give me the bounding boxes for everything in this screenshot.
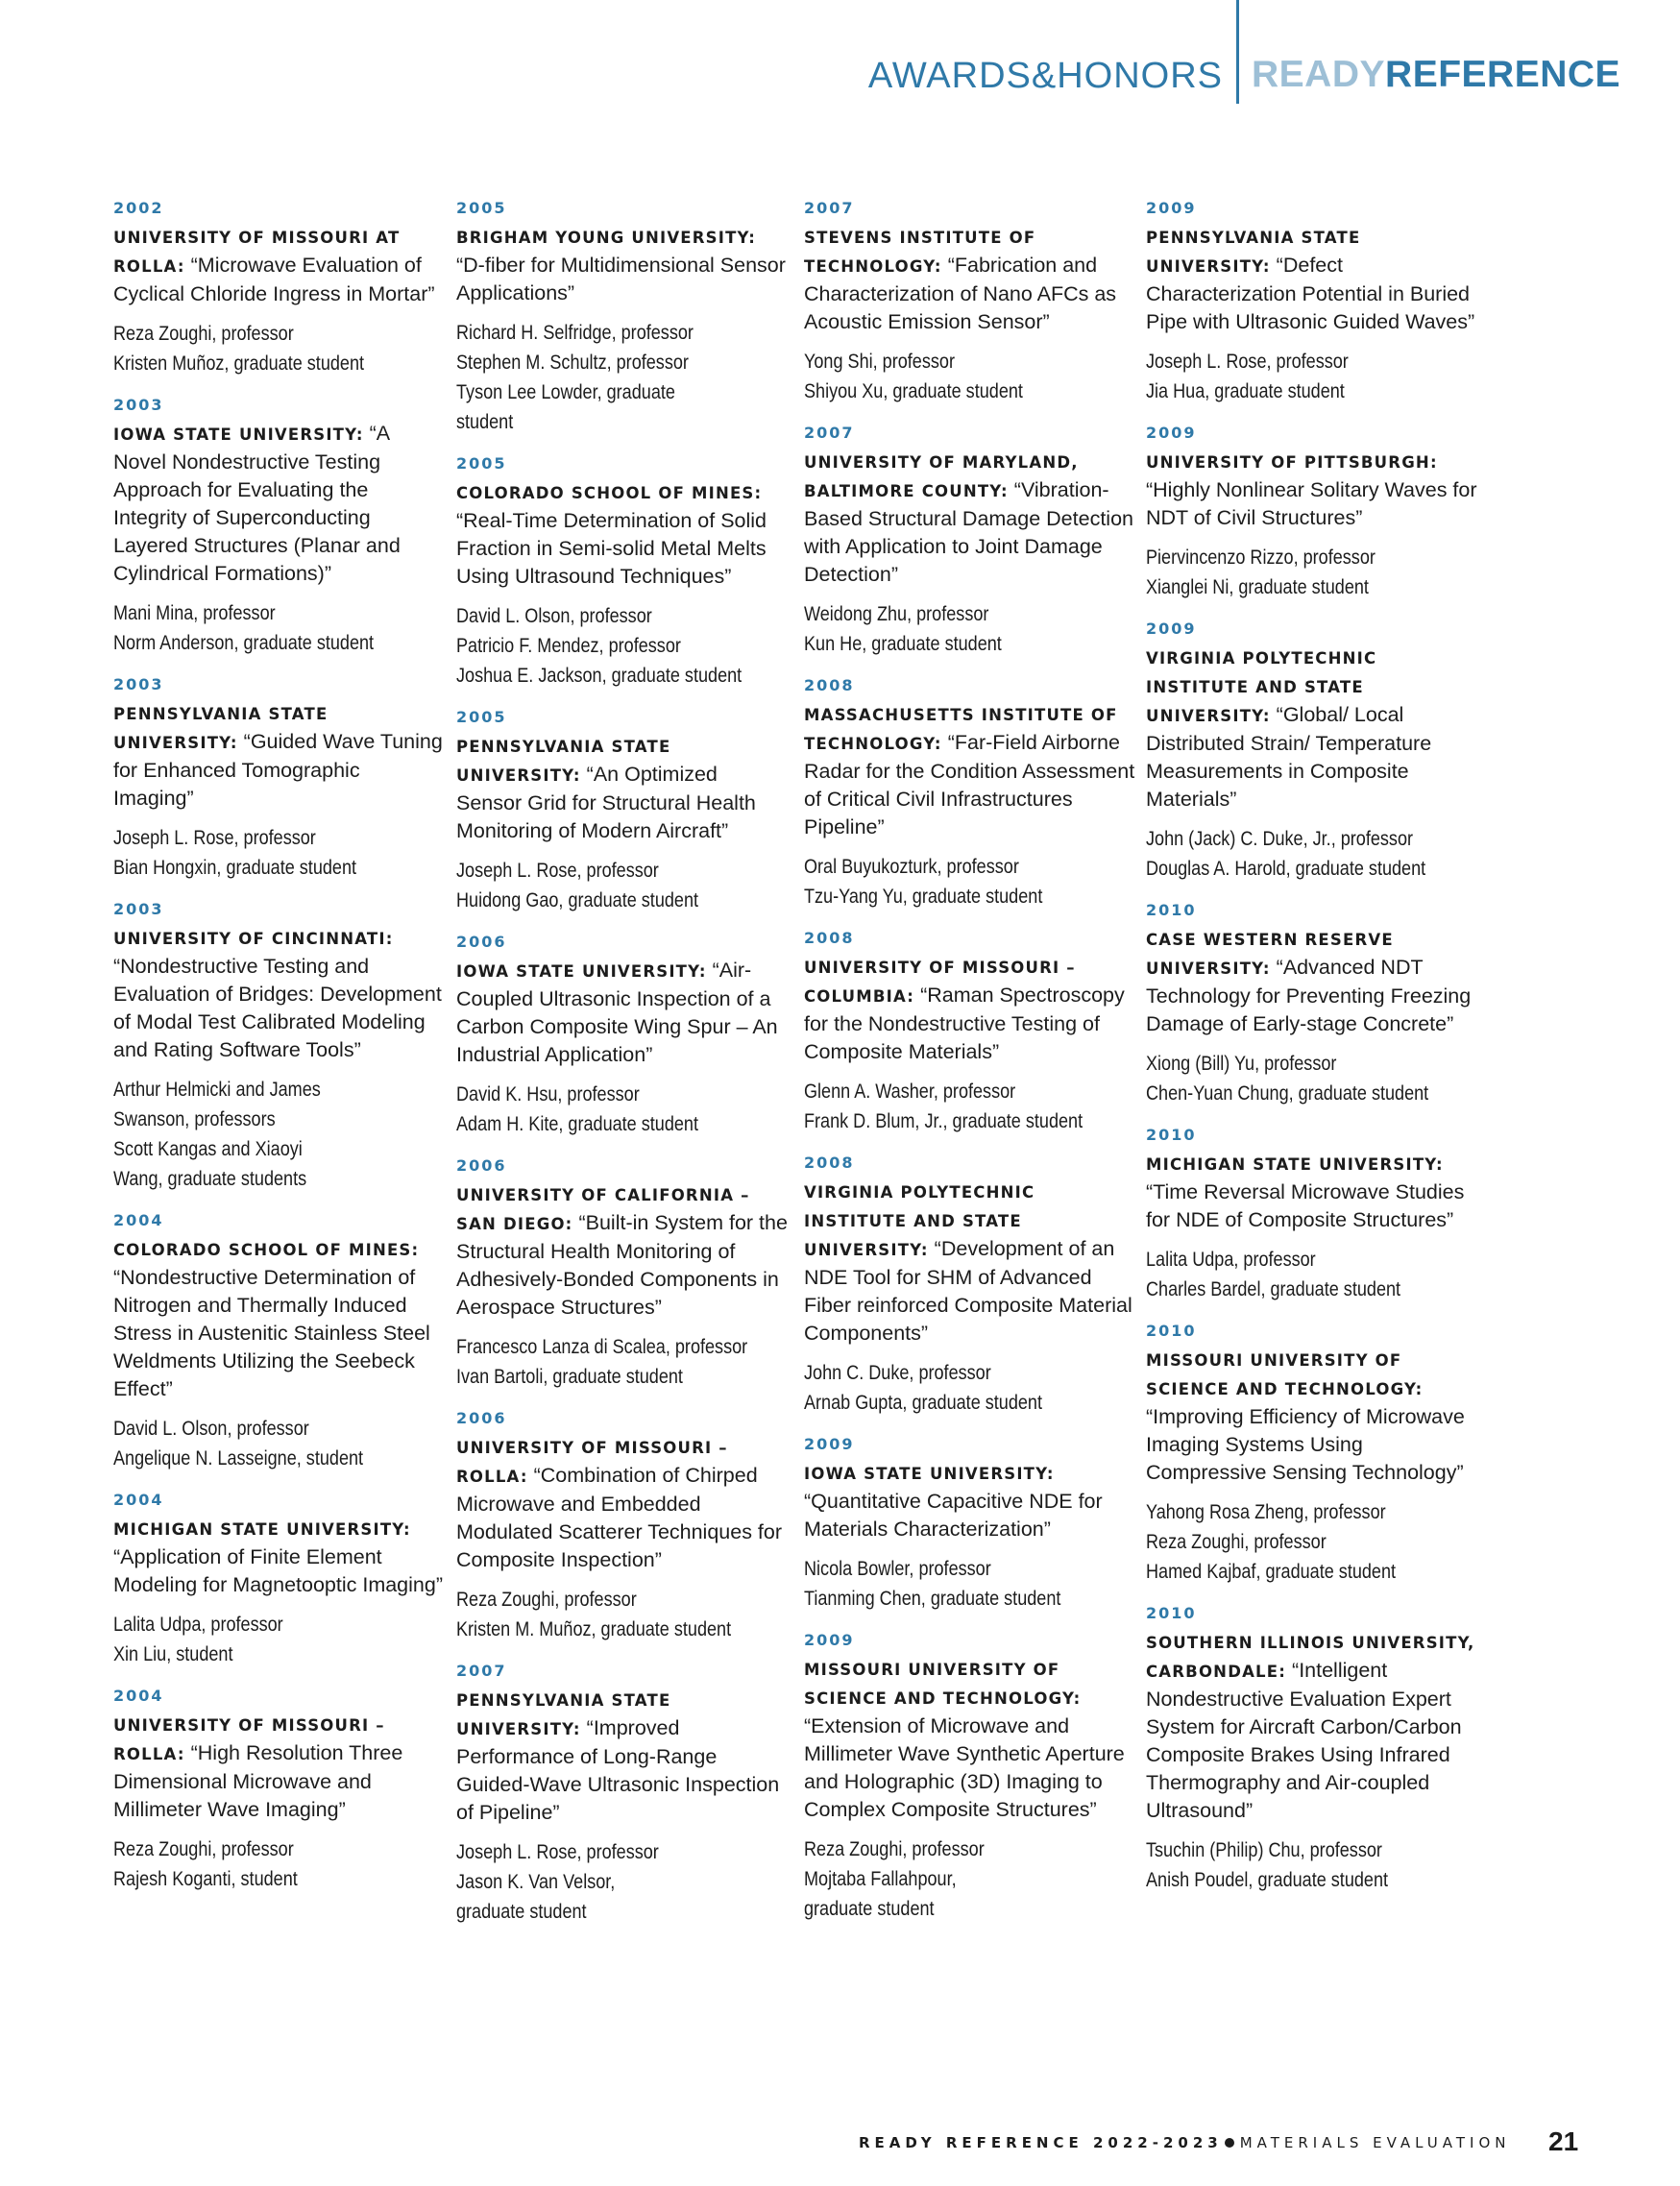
award-entry <box>113 1489 445 1669</box>
award-entry <box>456 1660 788 1927</box>
award-entry <box>804 927 1135 1136</box>
recipient-name: Lalita Udpa, professor <box>113 1614 283 1636</box>
award-year: 2007 <box>456 1662 507 1680</box>
award-description <box>804 448 1135 589</box>
recipient-list <box>804 1077 1135 1136</box>
recipient-list <box>456 318 788 437</box>
award-year: 2008 <box>804 1154 855 1172</box>
publication-name: READY REFERENCE 2022-2023 <box>859 2134 1223 2151</box>
project-title: “Development of an NDE Tool for SHM of Advanced Fiber reinforced Composite Material Components” <box>804 1237 1132 1345</box>
header-divider <box>1236 0 1239 104</box>
award-description <box>456 732 788 845</box>
institution-name: UNIVERSITY OF CINCINNATI: <box>113 930 394 948</box>
journal-name: MATERIALS EVALUATION <box>1239 2134 1511 2151</box>
institution-name: UNIVERSITY OF MARYLAND, BALTIMORE COUNTY: <box>804 453 1079 500</box>
recipient-list <box>456 856 788 915</box>
recipient-name: Yahong Rosa Zheng, professor <box>1146 1501 1386 1523</box>
institution-name: UNIVERSITY OF CALIFORNIA – SAN DIEGO: <box>456 1186 750 1233</box>
award-entry <box>1146 1320 1477 1587</box>
recipient-name: Bian Hongxin, graduate student <box>113 857 357 879</box>
institution-name: IOWA STATE UNIVERSITY: <box>804 1465 1055 1483</box>
recipient-list <box>113 1075 445 1194</box>
recipient-list <box>804 1834 1135 1924</box>
recipient-name: Joseph L. Rose, professor <box>456 860 659 882</box>
award-year: 2010 <box>1146 901 1197 919</box>
award-description <box>456 1180 788 1322</box>
recipient-name: Douglas A. Harold, graduate student <box>1146 858 1426 880</box>
project-title: “Quantitative Capacitive NDE for Materials Characterization” <box>804 1490 1103 1541</box>
award-year: 2008 <box>804 929 855 947</box>
recipient-name: Oral Buyukozturk, professor <box>804 856 1019 878</box>
recipient-list <box>113 1610 445 1669</box>
recipient-name: Reza Zoughi, professor <box>1146 1531 1327 1553</box>
recipient-list <box>1146 1497 1477 1587</box>
recipient-name: David L. Olson, professor <box>456 605 652 627</box>
award-description <box>456 478 788 591</box>
page-number: 21 <box>1548 2126 1579 2156</box>
recipient-name: Tianming Chen, graduate student <box>804 1588 1061 1610</box>
award-description <box>456 957 788 1069</box>
award-description <box>456 1433 788 1574</box>
award-entry <box>804 197 1135 406</box>
recipient-name: Rajesh Koganti, student <box>113 1868 298 1890</box>
recipient-name: Joseph L. Rose, professor <box>113 827 316 849</box>
recipient-list <box>456 1080 788 1139</box>
institution-name: STEVENS INSTITUTE OF TECHNOLOGY: <box>804 229 1036 276</box>
recipient-name: John (Jack) C. Duke, Jr., professor <box>1146 828 1414 850</box>
recipient-name: Xiong (Bill) Yu, professor <box>1146 1053 1337 1075</box>
award-entry <box>456 452 788 691</box>
recipient-name: John C. Duke, professor <box>804 1362 991 1384</box>
recipient-list <box>1146 1835 1477 1895</box>
award-entry <box>804 1152 1135 1418</box>
award-description <box>113 1515 445 1599</box>
project-title: “D-fiber for Multidimensional Sensor Applications” <box>456 254 786 304</box>
project-title: “Far-Field Airborne Radar for the Condition Assessment of Critical Civil Infrastructures Pipeline” <box>804 731 1135 838</box>
institution-name: UNIVERSITY OF MISSOURI – ROLLA: <box>456 1439 728 1486</box>
recipient-name: Chen-Yuan Chung, graduate student <box>1146 1082 1429 1105</box>
project-title: “Defect Characterization Potential in Buried Pipe with Ultrasonic Guided Waves” <box>1146 254 1475 333</box>
award-year: 2010 <box>1146 1322 1197 1340</box>
award-entry <box>456 1407 788 1644</box>
column-4 <box>1146 197 1477 1910</box>
award-year: 2009 <box>1146 199 1197 217</box>
project-title: “Extension of Microwave and Millimeter Wave Synthetic Aperture and Holographic (3D) Imaging to Complex Composite Structures” <box>804 1714 1125 1821</box>
brand-reference: REFERENCE <box>1385 54 1621 95</box>
award-description <box>113 1711 445 1824</box>
institution-name: MASSACHUSETTS INSTITUTE OF TECHNOLOGY: <box>804 706 1118 753</box>
project-title: “Microwave Evaluation of Cyclical Chloride Ingress in Mortar” <box>113 254 435 305</box>
recipient-name: Tzu-Yang Yu, graduate student <box>804 886 1043 908</box>
recipient-name: Huidong Gao, graduate student <box>456 889 699 911</box>
recipient-name: Weidong Zhu, professor <box>804 603 989 625</box>
recipient-list <box>456 601 788 691</box>
award-year: 2009 <box>1146 424 1197 442</box>
recipient-name: Xin Liu, student <box>113 1643 233 1665</box>
recipient-name: Yong Shi, professor <box>804 351 955 373</box>
project-title: “Time Reversal Microwave Studies for NDE of Composite Structures” <box>1146 1180 1465 1231</box>
award-year: 2006 <box>456 1156 507 1175</box>
award-description <box>804 700 1135 841</box>
award-entry <box>1146 422 1477 602</box>
award-description <box>1146 1346 1477 1487</box>
institution-name: UNIVERSITY OF PITTSBURGH: <box>1146 453 1438 472</box>
recipient-list <box>456 1837 788 1927</box>
recipient-name: Glenn A. Washer, professor <box>804 1081 1016 1103</box>
recipient-name: David K. Hsu, professor <box>456 1083 640 1105</box>
bullet-icon <box>1225 2138 1234 2148</box>
award-year: 2002 <box>113 199 164 217</box>
award-entry <box>1146 899 1477 1108</box>
award-year: 2010 <box>1146 1126 1197 1144</box>
institution-name: BRIGHAM YOUNG UNIVERSITY: <box>456 229 757 247</box>
award-year: 2003 <box>113 675 164 693</box>
award-entry <box>804 422 1135 659</box>
recipient-name: Arnab Gupta, graduate student <box>804 1392 1043 1414</box>
recipient-list <box>1146 1049 1477 1108</box>
institution-name: MICHIGAN STATE UNIVERSITY: <box>113 1520 411 1539</box>
institution-name: UNIVERSITY OF MISSOURI – ROLLA: <box>113 1716 385 1763</box>
recipient-name: Adam H. Kite, graduate student <box>456 1113 698 1135</box>
award-entry <box>1146 1124 1477 1304</box>
award-description <box>804 1459 1135 1543</box>
award-description <box>1146 925 1477 1038</box>
recipient-name: graduate student <box>804 1898 935 1920</box>
institution-name: PENNSYLVANIA STATE UNIVERSITY: <box>456 738 671 785</box>
recipient-list <box>113 598 445 658</box>
award-year: 2010 <box>1146 1604 1197 1622</box>
award-description <box>113 223 445 308</box>
recipient-name: Norm Anderson, graduate student <box>113 632 375 654</box>
recipient-name: Hamed Kajbaf, graduate student <box>1146 1561 1397 1583</box>
recipient-name: Nicola Bowler, professor <box>804 1558 991 1580</box>
recipient-name: Richard H. Selfridge, professor <box>456 322 694 344</box>
award-entry <box>804 674 1135 911</box>
institution-name: COLORADO SCHOOL OF MINES: <box>456 484 763 502</box>
institution-name: VIRGINIA POLYTECHNIC INSTITUTE AND STATE UNIVERSITY: <box>804 1183 1035 1259</box>
recipient-name: Xianglei Ni, graduate student <box>1146 576 1369 598</box>
page-header <box>0 0 1680 115</box>
column-2 <box>456 197 788 1942</box>
recipient-name: Charles Bardel, graduate student <box>1146 1278 1401 1300</box>
recipient-name: Wang, graduate students <box>113 1168 307 1190</box>
recipient-name: Joshua E. Jackson, graduate student <box>456 665 743 687</box>
recipient-name: Ivan Bartoli, graduate student <box>456 1366 683 1388</box>
recipient-name: Scott Kangas and Xiaoyi <box>113 1138 303 1160</box>
recipient-name: Tsuchin (Philip) Chu, professor <box>1146 1839 1382 1861</box>
project-title: “Global/ Local Distributed Strain/ Temperature Measurements in Composite Materials” <box>1146 703 1432 811</box>
recipient-name: graduate student <box>456 1901 587 1923</box>
recipient-name: Swanson, professors <box>113 1108 276 1130</box>
institution-name: IOWA STATE UNIVERSITY: <box>113 425 364 444</box>
award-year: 2006 <box>456 1409 507 1427</box>
award-description <box>113 420 445 588</box>
recipient-list <box>1146 1245 1477 1304</box>
project-title: “Nondestructive Determination of Nitrogen and Thermally Induced Stress in Austenitic Stainless Steel Weldments Utilizing the Seebeck Effect” <box>113 1266 430 1400</box>
institution-name: MISSOURI UNIVERSITY OF SCIENCE AND TECHNOLOGY: <box>804 1661 1082 1708</box>
recipient-list <box>1146 824 1477 884</box>
award-entry <box>1146 197 1477 406</box>
award-year: 2009 <box>804 1435 855 1453</box>
award-entry <box>1146 1602 1477 1895</box>
award-entry <box>804 1433 1135 1614</box>
award-description <box>1146 1628 1477 1825</box>
recipient-list <box>113 823 445 883</box>
project-title: “Real-Time Determination of Solid Fraction in Semi-solid Metal Melts Using Ultrasound Techniques” <box>456 509 767 588</box>
column-1 <box>113 197 445 1909</box>
award-year: 2005 <box>456 708 507 726</box>
recipient-list <box>456 1332 788 1392</box>
recipient-list <box>804 347 1135 406</box>
page-footer <box>0 2126 1680 2165</box>
award-year: 2009 <box>1146 619 1197 638</box>
recipient-name: Jia Hua, graduate student <box>1146 380 1345 402</box>
recipient-name: Joseph L. Rose, professor <box>1146 351 1349 373</box>
recipient-list <box>113 1834 445 1894</box>
recipient-name: Reza Zoughi, professor <box>456 1589 637 1611</box>
award-entry <box>113 673 445 883</box>
recipient-list <box>1146 347 1477 406</box>
recipient-name: Mojtaba Fallahpour, <box>804 1868 957 1890</box>
project-title: “Intelligent Nondestructive Evaluation Expert System for Aircraft Carbon/Carbon Composite Brakes Using Infrared Thermography and Air-coupled Ultrasound” <box>1146 1659 1462 1822</box>
recipient-name: Kristen Muñoz, graduate student <box>113 352 365 375</box>
project-title: “High Resolution Three Dimensional Microwave and Millimeter Wave Imaging” <box>113 1741 403 1821</box>
institution-name: PENNSYLVANIA STATE UNIVERSITY: <box>1146 229 1361 276</box>
institution-name: PENNSYLVANIA STATE UNIVERSITY: <box>113 705 329 752</box>
award-description <box>456 223 788 307</box>
project-title: “Improving Efficiency of Microwave Imaging Systems Using Compressive Sensing Technology” <box>1146 1405 1465 1484</box>
institution-name: UNIVERSITY OF MISSOURI – COLUMBIA: <box>804 959 1076 1006</box>
award-entry <box>1146 618 1477 884</box>
award-description <box>804 953 1135 1066</box>
recipient-name: Arthur Helmicki and James <box>113 1079 321 1101</box>
recipient-name: Jason K. Van Velsor, <box>456 1871 616 1893</box>
brand-title <box>1252 54 1620 96</box>
award-description <box>804 1655 1135 1824</box>
recipient-name: Shiyou Xu, graduate student <box>804 380 1023 402</box>
recipient-name: student <box>456 411 514 433</box>
award-year: 2004 <box>113 1491 164 1509</box>
recipient-name: Frank D. Blum, Jr., graduate student <box>804 1110 1083 1132</box>
award-entry <box>456 197 788 437</box>
project-title: “Air-Coupled Ultrasonic Inspection of a Carbon Composite Wing Spur – An Industrial Application” <box>456 959 778 1066</box>
award-description <box>113 924 445 1064</box>
award-description <box>804 1178 1135 1348</box>
project-title: “A Novel Nondestructive Testing Approach for Evaluating the Integrity of Superconducting Layered Structures (Planar and Cylindrical Formations)” <box>113 422 401 585</box>
recipient-name: Anish Poudel, graduate student <box>1146 1869 1389 1891</box>
recipient-list <box>1146 543 1477 602</box>
project-title: “Improved Performance of Long-Range Guided-Wave Ultrasonic Inspection of Pipeline” <box>456 1716 780 1824</box>
institution-name: PENNSYLVANIA STATE UNIVERSITY: <box>456 1691 671 1738</box>
award-description <box>1146 644 1477 814</box>
award-year: 2004 <box>113 1687 164 1705</box>
award-year: 2006 <box>456 933 507 951</box>
award-description <box>1146 1150 1477 1234</box>
recipient-list <box>804 1358 1135 1418</box>
institution-name: VIRGINIA POLYTECHNIC INSTITUTE AND STATE UNIVERSITY: <box>1146 649 1377 725</box>
institution-name: MISSOURI UNIVERSITY OF SCIENCE AND TECHNOLOGY: <box>1146 1351 1424 1398</box>
award-entry <box>456 706 788 915</box>
award-year: 2005 <box>456 454 507 473</box>
award-entry <box>113 394 445 658</box>
award-year: 2008 <box>804 676 855 694</box>
award-entry <box>113 1685 445 1894</box>
recipient-name: Joseph L. Rose, professor <box>456 1841 659 1863</box>
institution-name: IOWA STATE UNIVERSITY: <box>456 962 707 981</box>
project-title: “Application of Finite Element Modeling for Magnetooptic Imaging” <box>113 1545 443 1596</box>
project-title: “Combination of Chirped Microwave and Embedded Modulated Scatterer Techniques for Composite Inspection” <box>456 1464 783 1571</box>
recipient-name: Patricio F. Mendez, professor <box>456 635 681 657</box>
award-entry <box>456 931 788 1139</box>
recipient-name: Kristen M. Muñoz, graduate student <box>456 1618 732 1640</box>
recipient-list <box>113 1414 445 1473</box>
award-entry <box>804 1629 1135 1924</box>
recipient-list <box>804 852 1135 911</box>
column-3 <box>804 197 1135 1939</box>
recipient-list <box>113 319 445 378</box>
recipient-list <box>804 1554 1135 1614</box>
recipient-name: Stephen M. Schultz, professor <box>456 352 689 374</box>
award-entry <box>456 1154 788 1392</box>
award-entry <box>113 898 445 1194</box>
recipient-name: David L. Olson, professor <box>113 1418 309 1440</box>
recipient-name: Kun He, graduate student <box>804 633 1002 655</box>
project-title: “Raman Spectroscopy for the Nondestructive Testing of Composite Materials” <box>804 984 1125 1063</box>
project-title: “An Optimized Sensor Grid for Structural Health Monitoring of Modern Aircraft” <box>456 763 756 842</box>
project-title: “Built-in System for the Structural Health Monitoring of Adhesively-Bonded Components in Aerospace Structures” <box>456 1211 788 1319</box>
project-title: “Highly Nonlinear Solitary Waves for NDT of Civil Structures” <box>1146 478 1477 529</box>
project-title: “Fabrication and Characterization of Nano AFCs as Acoustic Emission Sensor” <box>804 254 1117 333</box>
award-description <box>804 223 1135 336</box>
institution-name: MICHIGAN STATE UNIVERSITY: <box>1146 1155 1444 1174</box>
award-year: 2003 <box>113 900 164 918</box>
award-year: 2003 <box>113 396 164 414</box>
award-year: 2009 <box>804 1631 855 1649</box>
recipient-list <box>804 599 1135 659</box>
institution-name: COLORADO SCHOOL OF MINES: <box>113 1241 420 1259</box>
recipient-name: Angelique N. Lasseigne, student <box>113 1447 364 1469</box>
recipient-name: Lalita Udpa, professor <box>1146 1249 1316 1271</box>
institution-name: CASE WESTERN RESERVE UNIVERSITY: <box>1146 931 1394 978</box>
project-title: “Guided Wave Tuning for Enhanced Tomographic Imaging” <box>113 730 443 810</box>
section-title: AWARDS&HONORS <box>867 56 1223 96</box>
brand-ready: READY <box>1252 54 1386 95</box>
award-entry <box>113 197 445 378</box>
publication-line <box>859 2134 1510 2151</box>
award-description <box>113 699 445 813</box>
award-year: 2007 <box>804 424 855 442</box>
project-title: “Advanced NDT Technology for Preventing Freezing Damage of Early-stage Concrete” <box>1146 956 1472 1035</box>
award-year: 2004 <box>113 1211 164 1229</box>
recipient-name: Reza Zoughi, professor <box>113 1838 294 1860</box>
recipient-name: Tyson Lee Lowder, graduate <box>456 381 675 403</box>
recipient-name: Piervincenzo Rizzo, professor <box>1146 546 1376 569</box>
recipient-name: Reza Zoughi, professor <box>804 1838 985 1860</box>
award-entry <box>113 1209 445 1473</box>
institution-name: SOUTHERN ILLINOIS UNIVERSITY, CARBONDALE: <box>1146 1634 1475 1681</box>
award-description <box>1146 448 1477 532</box>
recipient-list <box>456 1585 788 1644</box>
award-description <box>456 1686 788 1827</box>
recipient-name: Mani Mina, professor <box>113 602 276 624</box>
recipient-name: Reza Zoughi, professor <box>113 323 294 345</box>
award-description <box>1146 223 1477 336</box>
award-year: 2005 <box>456 199 507 217</box>
recipient-name: Francesco Lanza di Scalea, professor <box>456 1336 748 1358</box>
award-year: 2007 <box>804 199 855 217</box>
institution-name: UNIVERSITY OF MISSOURI AT ROLLA: <box>113 229 401 276</box>
project-title: “Vibration-Based Structural Damage Detection with Application to Joint Damage Detection” <box>804 478 1133 586</box>
project-title: “Nondestructive Testing and Evaluation of Bridges: Development of Modal Test Calibrated Modeling and Rating Software Tools” <box>113 955 442 1061</box>
award-description <box>113 1235 445 1403</box>
